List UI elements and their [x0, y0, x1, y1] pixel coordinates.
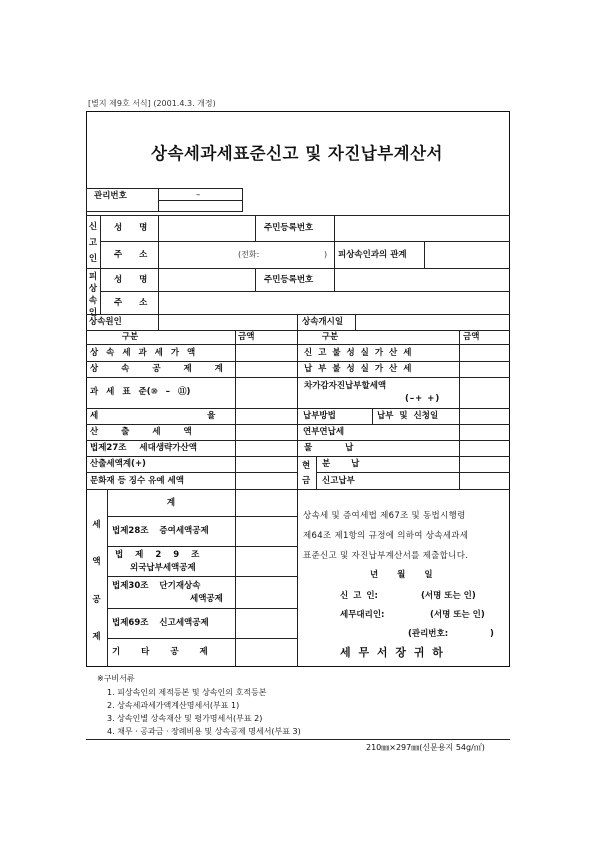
- amount-cultural-property[interactable]: [236, 473, 296, 488]
- agent-sign-field[interactable]: (서명 또는 인): [430, 610, 485, 620]
- agent-mgmt-close: ): [490, 629, 494, 639]
- row-late-payment-penalty: 납 부 불 성 실 가 산 세: [304, 364, 412, 374]
- calc-col-amount-right: 금액: [463, 332, 480, 342]
- declarant-sign-label: 신 고 인:: [340, 591, 378, 601]
- credit-gift-tax: 법제28조 증여세액공제: [112, 526, 209, 536]
- declarant-phone-label: (전화:: [238, 250, 260, 259]
- credit-art69: 법제69조 신고세액공제: [112, 618, 209, 628]
- amount-credit-art30[interactable]: [236, 577, 296, 607]
- credit-total-label: 계: [166, 498, 176, 508]
- amount-inheritance-deduction[interactable]: [236, 362, 296, 376]
- agent-mgmt-label: (관리번호:: [408, 629, 449, 639]
- amount-late-payment-penalty[interactable]: [460, 362, 509, 376]
- form-title: 상속세과세표준신고 및 자진납부계산서: [151, 144, 443, 163]
- attachment-item-3: 3. 상속인별 상속재산 및 평가명세서(부표 2): [107, 714, 263, 723]
- decedent-side-label: 피 상 속 인: [88, 272, 98, 318]
- inherit-start-label: 상속개시일: [302, 317, 344, 327]
- amount-split-payment[interactable]: [460, 457, 509, 471]
- statement-line-1: 상속세 및 증여세법 제67조 및 동법시행령: [303, 511, 466, 521]
- row-tax-rate: 세 율: [90, 411, 216, 421]
- decedent-address-field[interactable]: [159, 292, 509, 313]
- attachments-title: ※구비서류: [97, 674, 135, 683]
- attachment-item-1: 1. 피상속인의 제적등본 및 상속인의 호적등본: [107, 688, 267, 697]
- agent-sign-label: 세무대리인:: [340, 610, 385, 620]
- calc-col-amount-left: 금액: [238, 332, 255, 342]
- amount-report-payment[interactable]: [460, 473, 509, 488]
- amount-credit-art29[interactable]: [236, 547, 296, 575]
- amount-taxable-value[interactable]: [236, 345, 296, 360]
- decedent-name-label: 성 명: [114, 275, 148, 285]
- declarant-sign-field[interactable]: (서명 또는 인): [421, 591, 476, 601]
- row-payment-date: 납부 및 신청일: [377, 411, 439, 421]
- mgmt-number-value[interactable]: –: [196, 190, 201, 200]
- amount-computed-tax[interactable]: [236, 425, 296, 439]
- row-in-kind: 물 납: [304, 443, 354, 453]
- decedent-rrn-label: 주민등록번호: [264, 275, 314, 285]
- row-taxable-value: 상 속 세 과 세 가 액: [90, 348, 196, 358]
- attachment-item-2: 2. 상속세과세가액계산명세서(부표 1): [107, 701, 240, 710]
- relation-label: 피상속인과의 관계: [338, 250, 407, 260]
- row-cultural-property: 문화재 등 징수 유예 세액: [90, 476, 184, 486]
- amount-credit-other[interactable]: [236, 639, 296, 666]
- amount-in-kind[interactable]: [460, 441, 509, 455]
- row-cash-side-2: 금: [302, 476, 311, 486]
- amount-tax-rate[interactable]: [236, 409, 296, 423]
- relation-field[interactable]: [425, 242, 509, 267]
- row-payment-method: 납부방법: [303, 411, 336, 421]
- inherit-cause-field[interactable]: [159, 315, 296, 329]
- credit-art30-line1: 법제30조 단기재상속: [112, 581, 201, 591]
- amount-credit-total[interactable]: [236, 490, 296, 515]
- agent-mgmt-field[interactable]: [458, 627, 488, 640]
- form-number: [별지 제9호 서식] (2001.4.3. 개정): [88, 99, 216, 108]
- row-generation-skip: 법제27조 세대생략가산액: [90, 443, 197, 453]
- amount-tax-base[interactable]: [236, 378, 296, 407]
- inherit-start-field[interactable]: [356, 315, 509, 329]
- amount-credit-gift-tax[interactable]: [236, 517, 296, 545]
- decedent-address-label: 주 소: [114, 298, 148, 308]
- calc-col-item-left: 구분: [121, 332, 139, 342]
- decedent-name-field[interactable]: [159, 269, 254, 290]
- row-tax-base: 과 세 표 준(⑩ – ⑪): [90, 387, 191, 397]
- statement-date[interactable]: 년 월 일: [370, 570, 433, 580]
- tax-office-recipient: 세 무 서 장 귀 하: [340, 646, 443, 659]
- mgmt-number-label: 관리번호: [94, 191, 127, 201]
- inherit-cause-label: 상속원인: [89, 317, 122, 327]
- amount-false-report-penalty[interactable]: [460, 345, 509, 360]
- row-report-payment: 신고납부: [322, 476, 355, 486]
- declarant-name-field[interactable]: [159, 216, 254, 240]
- row-split-payment: 분 납: [322, 459, 360, 469]
- row-computed-tax: 산 출 세 액: [90, 427, 192, 437]
- credit-art29-line2: 외국납부세액공제: [130, 563, 196, 573]
- amount-payment-date[interactable]: [460, 409, 509, 423]
- paper-spec: 210㎜×297㎜(신문용지 54g/㎡): [366, 743, 485, 752]
- declarant-address-label: 주 소: [114, 250, 148, 260]
- declarant-phone-close: ): [324, 250, 328, 259]
- row-computed-tax-total: 산출세액계(+): [90, 459, 146, 469]
- amount-installment[interactable]: [460, 425, 509, 439]
- row-self-payment-formula: (–+ +): [405, 394, 441, 404]
- declarant-rrn-label: 주민등록번호: [264, 223, 314, 233]
- credit-art29-line1: 법 제 2 9 조: [115, 550, 200, 560]
- credit-other: 기 타 공 제: [112, 647, 208, 657]
- declarant-name-label: 성 명: [114, 223, 148, 233]
- statement-line-2: 제64조 제1항의 규정에 의하여 상속세과세: [303, 531, 469, 541]
- amount-credit-art69[interactable]: [236, 609, 296, 637]
- amount-computed-tax-total[interactable]: [236, 457, 296, 471]
- decedent-rrn-field[interactable]: [335, 269, 509, 290]
- credit-art30-line2: 세액공제: [190, 594, 223, 604]
- amount-self-payment-tax[interactable]: [460, 378, 509, 407]
- attachment-item-4: 4. 채무 · 공과금 · 장례비용 및 상속공제 명세서(부표 3): [107, 727, 301, 736]
- row-self-payment-tax: 차가감자진납부할세액: [304, 381, 387, 391]
- statement-line-3: 표준신고 및 자진납부계산서를 제출합니다.: [303, 551, 469, 561]
- amount-generation-skip[interactable]: [236, 441, 296, 455]
- row-inheritance-deduction: 상 속 공 제 계: [90, 364, 223, 374]
- credit-side-label: 세 액 공 제: [92, 519, 101, 643]
- declarant-rrn-field[interactable]: [335, 216, 509, 240]
- calc-col-item-right: 구분: [321, 332, 339, 342]
- row-installment: 연부연납세: [303, 427, 345, 437]
- row-false-report-penalty: 신 고 불 성 실 가 산 세: [304, 348, 412, 358]
- row-cash-side-1: 현: [302, 461, 311, 471]
- declarant-side-label: 신 고 인: [88, 222, 98, 264]
